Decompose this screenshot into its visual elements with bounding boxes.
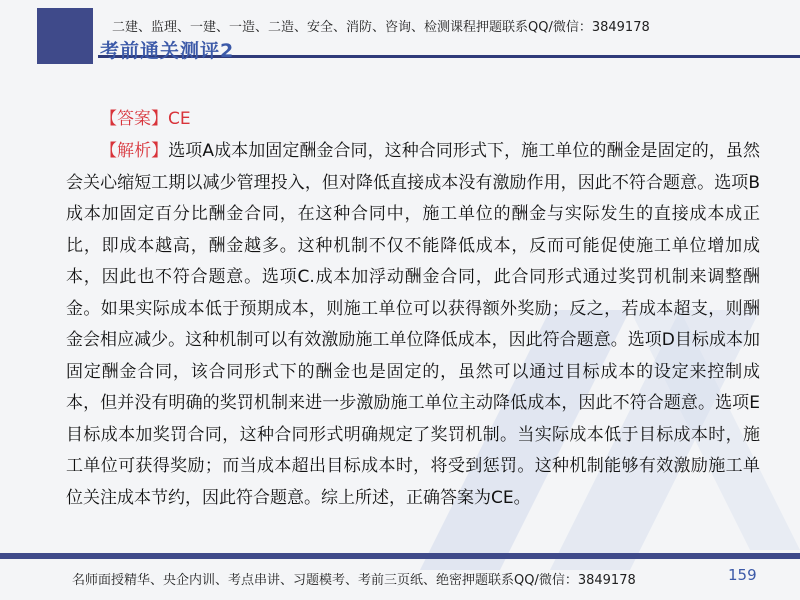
analysis-label: 【解析】 [100, 141, 169, 161]
page-number: 159 [728, 566, 757, 584]
analysis-text: 选项A成本加固定酬金合同，这种合同形式下，施工单位的酬金是固定的，虽然会关心缩短工期以减少管理投入，但对降低直接成本没有激励作用，因此不符合题意。选项B成本加固定百分比酬金合同，在这种合同中，施工单位的酬金与实际发生的直接成本成正比，即成本越高，酬金越多。这种机制不仅不能降低成本，反而可能促使施工单位增加成本，因此也不符合题意。选项C.成本加浮动酬金合同，此合同形式通过奖罚机制来调整酬金。如果实际成本低于预期成本，则施工单位可以获得额外奖励；反之，若成本超支，则酬金会相应减少。这种机制可以有效激励施工单位降低成本，因此符合题意。选项D目标成本加固定酬金合同，该合同形式下的酬金也是固定的，虽然可以通过目标成本的设定来控制成本，但并没有明确的奖罚机制来进一步激励施工单位主动降低成本，因此不符合题意。选项E目标成本加奖罚合同，这种合同形式明确规定了奖罚机制。当实际成本低于目标成本时，施工单位可获得奖励；而当成本超出目标成本时，将受到惩罚。这种机制能够有效激励施工单位关注成本节约，因此符合题意。综上所述，正确答案为CE。 [66, 141, 760, 508]
page-title: 考前通关测评2 [100, 40, 235, 62]
answer-line [100, 104, 191, 129]
analysis-paragraph [66, 136, 760, 514]
header-decor-square [37, 8, 93, 64]
header-contact-note: 二建、监理、一建、一造、二造、安全、消防、咨询、检测课程押题联系QQ/微信：3849178 [112, 20, 650, 35]
footer-bar [0, 553, 800, 559]
answer-label: 【答案】 [100, 109, 168, 129]
answer-value: CE [168, 109, 191, 129]
footer-contact-note: 名师面授精华、央企内训、考点串讲、习题模考、考前三页纸、绝密押题联系QQ/微信：3849178 [72, 573, 636, 588]
